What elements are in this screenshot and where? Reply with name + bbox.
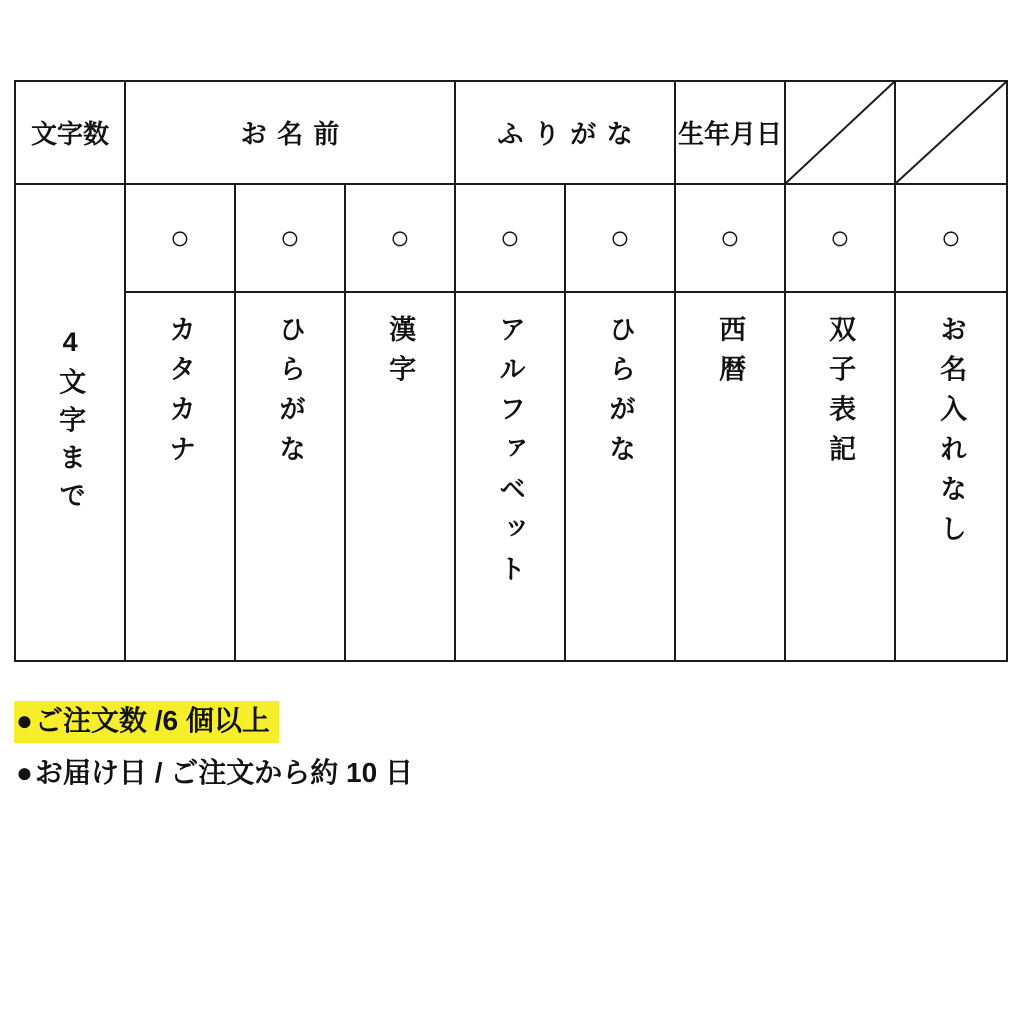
option-label: アルファベット bbox=[495, 315, 526, 595]
option-cell-seireki bbox=[676, 293, 786, 660]
diagonal-slash-icon bbox=[786, 82, 894, 183]
note-delivery-text: お届け日 / ご注文から約 10 日 bbox=[34, 757, 413, 788]
diagonal-slash-icon bbox=[896, 82, 1006, 183]
mark-cell-noname bbox=[896, 185, 1006, 293]
option-cell-hiragana-name bbox=[236, 293, 346, 660]
bullet-icon: ● bbox=[16, 757, 33, 788]
header-blank-twins bbox=[786, 82, 896, 185]
header-furigana-label: ふりがな bbox=[497, 119, 643, 149]
mark-cell-alphabet bbox=[456, 185, 566, 293]
circle-mark: ○ bbox=[279, 219, 301, 257]
option-cell-hiragana-furigana bbox=[566, 293, 676, 660]
header-birthdate bbox=[676, 82, 786, 185]
option-cell-alphabet bbox=[456, 293, 566, 660]
note-order-quantity bbox=[14, 701, 279, 743]
row-label-text: 4文字まで bbox=[55, 326, 86, 519]
circle-mark: ○ bbox=[940, 219, 962, 257]
row-label-cell bbox=[16, 185, 126, 660]
option-label: 双子表記 bbox=[825, 315, 856, 475]
circle-mark: ○ bbox=[829, 219, 851, 257]
header-char-count-label: 文字数 bbox=[30, 119, 109, 149]
header-blank-noname bbox=[896, 82, 1006, 185]
note-delivery-inner bbox=[14, 753, 422, 795]
header-name-label: お名前 bbox=[240, 119, 350, 149]
highlight-box bbox=[14, 701, 279, 743]
option-label: ひらがな bbox=[275, 315, 306, 475]
option-cell-noname bbox=[896, 293, 1006, 660]
circle-mark: ○ bbox=[169, 219, 191, 257]
circle-mark: ○ bbox=[719, 219, 741, 257]
option-cell-katakana bbox=[126, 293, 236, 660]
options-table bbox=[14, 80, 1008, 662]
header-name bbox=[126, 82, 456, 185]
note-order-quantity-text: ご注文数 /6 個以上 bbox=[34, 705, 270, 736]
option-label: ひらがな bbox=[605, 315, 636, 475]
bullet-icon: ● bbox=[16, 705, 33, 736]
option-label: 漢字 bbox=[385, 315, 416, 395]
option-label: カタカナ bbox=[165, 315, 196, 475]
option-cell-twins bbox=[786, 293, 896, 660]
mark-cell-twins bbox=[786, 185, 896, 293]
option-label: 西暦 bbox=[715, 315, 746, 395]
mark-cell-hiragana-furigana bbox=[566, 185, 676, 293]
circle-mark: ○ bbox=[609, 219, 631, 257]
mark-cell-seireki bbox=[676, 185, 786, 293]
header-furigana bbox=[456, 82, 676, 185]
mark-cell-kanji bbox=[346, 185, 456, 293]
mark-cell-hiragana-name bbox=[236, 185, 346, 293]
note-delivery bbox=[14, 753, 422, 795]
option-label: お名入れなし bbox=[936, 315, 967, 555]
circle-mark: ○ bbox=[389, 219, 411, 257]
mark-cell-katakana bbox=[126, 185, 236, 293]
circle-mark: ○ bbox=[499, 219, 521, 257]
option-cell-kanji bbox=[346, 293, 456, 660]
header-char-count bbox=[16, 82, 126, 185]
header-birthdate-label: 生年月日 bbox=[677, 119, 782, 149]
